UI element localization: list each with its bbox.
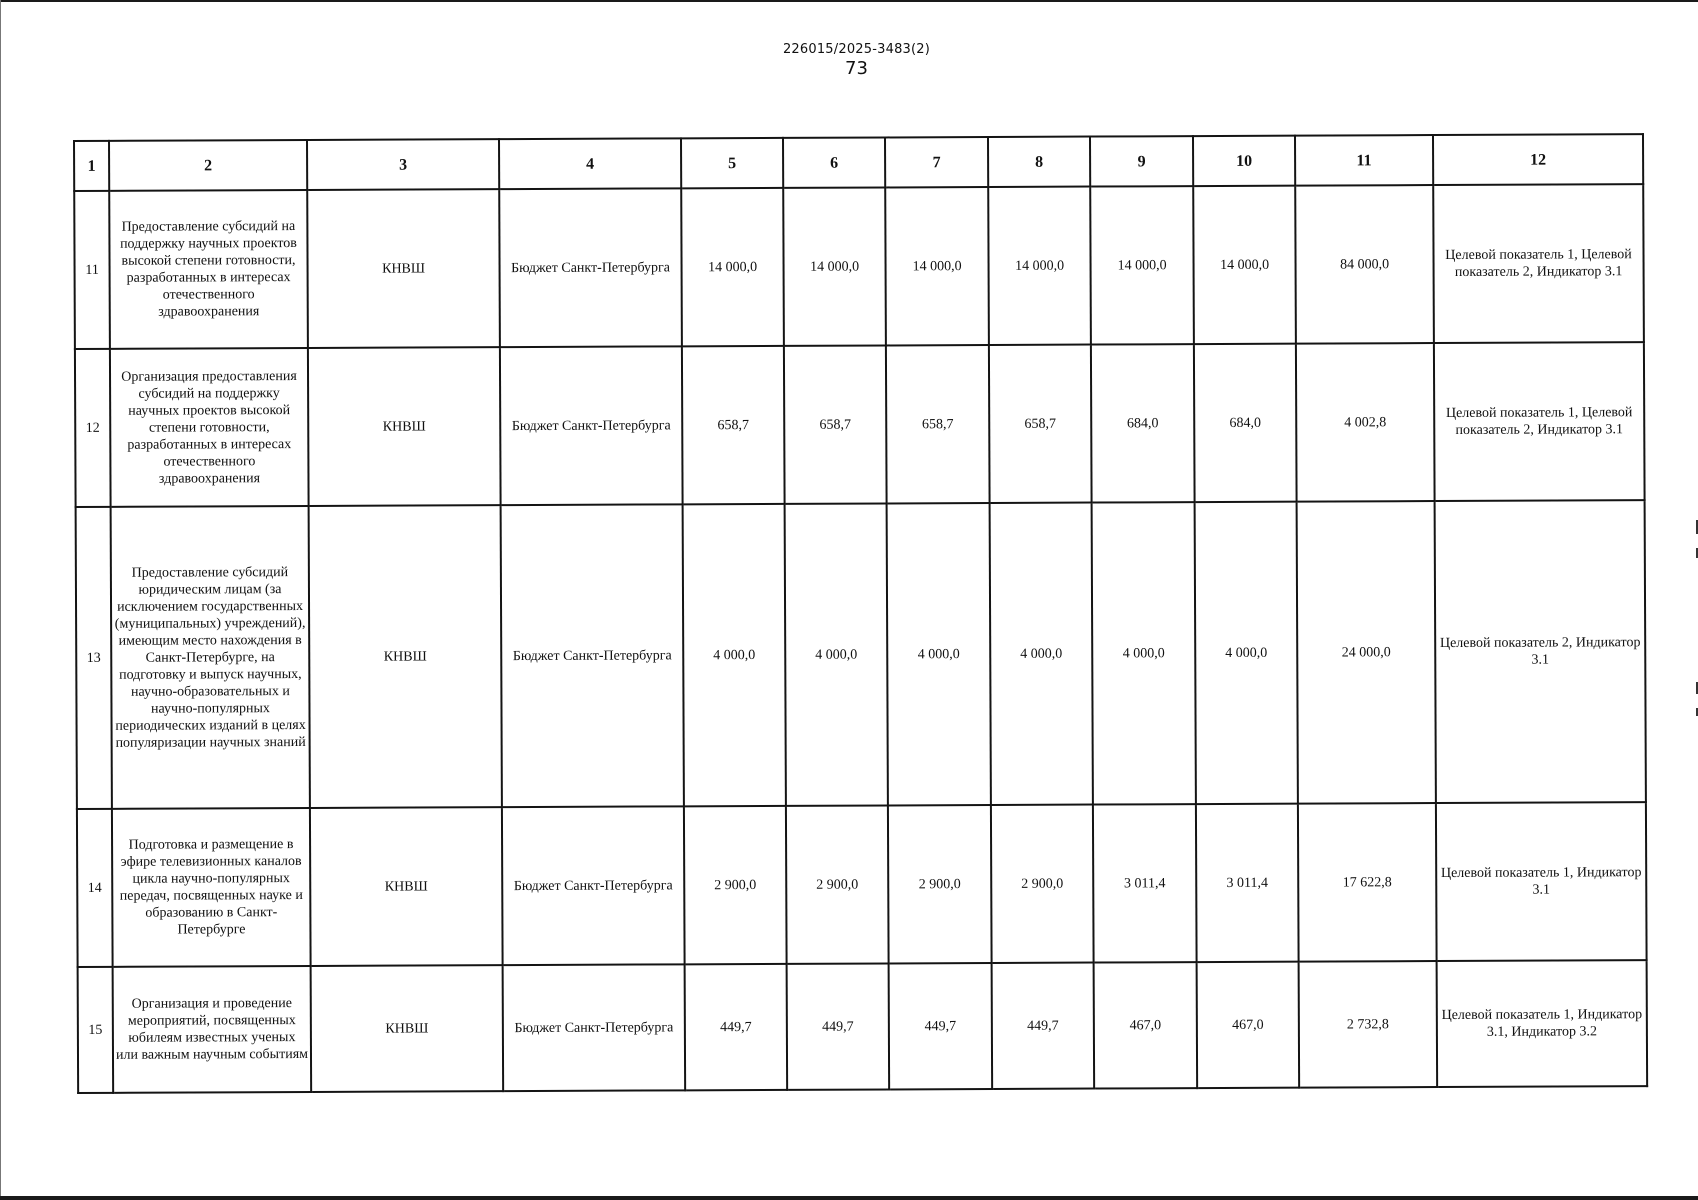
table-row	[74, 184, 1644, 349]
value-cell: 14 000,0	[885, 187, 989, 345]
value-cell: 467,0	[1197, 962, 1300, 1088]
value-cell: 14 000,0	[988, 187, 1091, 345]
row-number: 13	[76, 507, 112, 809]
row-number: 15	[78, 967, 114, 1093]
table-row	[76, 500, 1646, 809]
value-cell: 658,7	[682, 346, 785, 504]
value-cell: 449,7	[992, 963, 1095, 1089]
executor-cell: КНВШ	[310, 807, 503, 966]
budget-table	[73, 133, 1648, 1094]
column-header: 6	[783, 137, 885, 187]
indicators-cell: Целевой показатель 1, Целевой показатель 2, Индикатор 3.1	[1434, 342, 1645, 501]
funding-source-cell: Бюджет Санкт-Петербурга	[501, 504, 684, 807]
value-cell: 2 900,0	[684, 806, 787, 964]
indicators-cell: Целевой показатель 1, Индикатор 3.1, Индикатор 3.2	[1437, 960, 1648, 1087]
value-cell: 4 000,0	[887, 503, 991, 805]
value-cell: 658,7	[784, 345, 887, 503]
value-cell: 449,7	[685, 964, 788, 1090]
column-header: 9	[1090, 136, 1193, 186]
row-number: 12	[75, 349, 111, 507]
value-cell: 658,7	[886, 345, 990, 503]
executor-cell: КНВШ	[311, 965, 504, 1092]
indicators-cell: Целевой показатель 1, Целевой показатель 2, Индикатор 3.1	[1433, 184, 1644, 343]
table-header-row	[74, 134, 1643, 191]
executor-cell: КНВШ	[308, 347, 501, 506]
value-cell: 4 000,0	[1195, 502, 1298, 804]
value-cell: 2 900,0	[888, 805, 992, 963]
value-cell: 449,7	[787, 963, 890, 1089]
value-cell: 3 011,4	[1196, 804, 1299, 962]
activity-description: Организация предоставления субсидий на поддержку научных проектов высокой степени готовности, разработанных в интересах отечественного здравоохранения	[110, 348, 309, 507]
column-header: 5	[681, 138, 783, 188]
value-cell: 14 000,0	[681, 188, 784, 346]
total-cell: 17 622,8	[1298, 803, 1437, 962]
value-cell: 2 900,0	[991, 805, 1094, 963]
value-cell: 4 000,0	[990, 503, 1093, 805]
indicators-cell: Целевой показатель 2, Индикатор 3.1	[1435, 500, 1646, 803]
scan-left-edge	[0, 0, 1, 1200]
column-header: 12	[1433, 134, 1643, 185]
value-cell: 14 000,0	[783, 187, 886, 345]
total-cell: 24 000,0	[1297, 501, 1436, 804]
page-header	[0, 42, 1698, 80]
value-cell: 4 000,0	[785, 503, 888, 805]
value-cell: 4 000,0	[683, 504, 786, 806]
row-number: 14	[77, 809, 113, 967]
activity-description: Подготовка и размещение в эфире телевизионных каналов цикла научно-популярных передач, посвященных науке и образованию в Санкт-Петербурге	[112, 808, 311, 967]
executor-cell: КНВШ	[309, 505, 502, 808]
total-cell: 84 000,0	[1295, 185, 1434, 344]
column-header: 8	[988, 137, 1090, 187]
column-header: 10	[1193, 136, 1295, 186]
column-header: 11	[1295, 135, 1433, 186]
value-cell: 14 000,0	[1193, 186, 1296, 344]
funding-source-cell: Бюджет Санкт-Петербурга	[499, 188, 682, 347]
executor-cell: КНВШ	[307, 189, 500, 348]
activity-description: Предоставление субсидий на поддержку научных проектов высокой степени готовности, разработанных в интересах отечественного здравоохранения	[109, 190, 308, 349]
scan-top-edge	[0, 0, 1698, 2]
value-cell: 3 011,4	[1093, 804, 1197, 962]
activity-description: Организация и проведение мероприятий, посвященных юбилеям известных ученых или важным научным событиям	[113, 966, 312, 1093]
table-row	[78, 960, 1648, 1093]
value-cell: 658,7	[989, 345, 1092, 503]
page-number: 73	[845, 58, 868, 79]
total-cell: 4 002,8	[1296, 343, 1435, 502]
value-cell: 4 000,0	[1092, 502, 1196, 804]
value-cell: 684,0	[1194, 344, 1297, 502]
row-number: 11	[74, 191, 110, 349]
activity-description: Предоставление субсидий юридическим лицам (за исключением государственных (муниципальных) учреждений), имеющим место нахождения в Санкт-Петербурге, на подготовку и выпуск научных, научно-образовательных и научно-популярных периодических изданий в целях популяризации научных знаний	[111, 506, 310, 809]
column-header: 1	[74, 141, 109, 191]
column-header: 3	[307, 139, 499, 190]
column-header: 7	[885, 137, 988, 187]
document-number: 226015/2025-3483(2)	[782, 42, 931, 57]
funding-source-cell: Бюджет Санкт-Петербурга	[503, 964, 686, 1091]
total-cell: 2 732,8	[1299, 961, 1438, 1088]
value-cell: 449,7	[889, 963, 993, 1089]
funding-source-cell: Бюджет Санкт-Петербурга	[500, 346, 683, 505]
column-header: 4	[499, 138, 681, 189]
value-cell: 2 900,0	[786, 805, 889, 963]
value-cell: 684,0	[1091, 344, 1195, 502]
table-row	[75, 342, 1645, 507]
indicators-cell: Целевой показатель 1, Индикатор 3.1	[1436, 802, 1647, 961]
funding-source-cell: Бюджет Санкт-Петербурга	[502, 806, 685, 965]
column-header: 2	[109, 140, 307, 191]
scan-bottom-edge	[0, 1196, 1698, 1200]
value-cell: 14 000,0	[1090, 186, 1194, 344]
value-cell: 467,0	[1094, 962, 1198, 1088]
table-row	[77, 802, 1647, 967]
